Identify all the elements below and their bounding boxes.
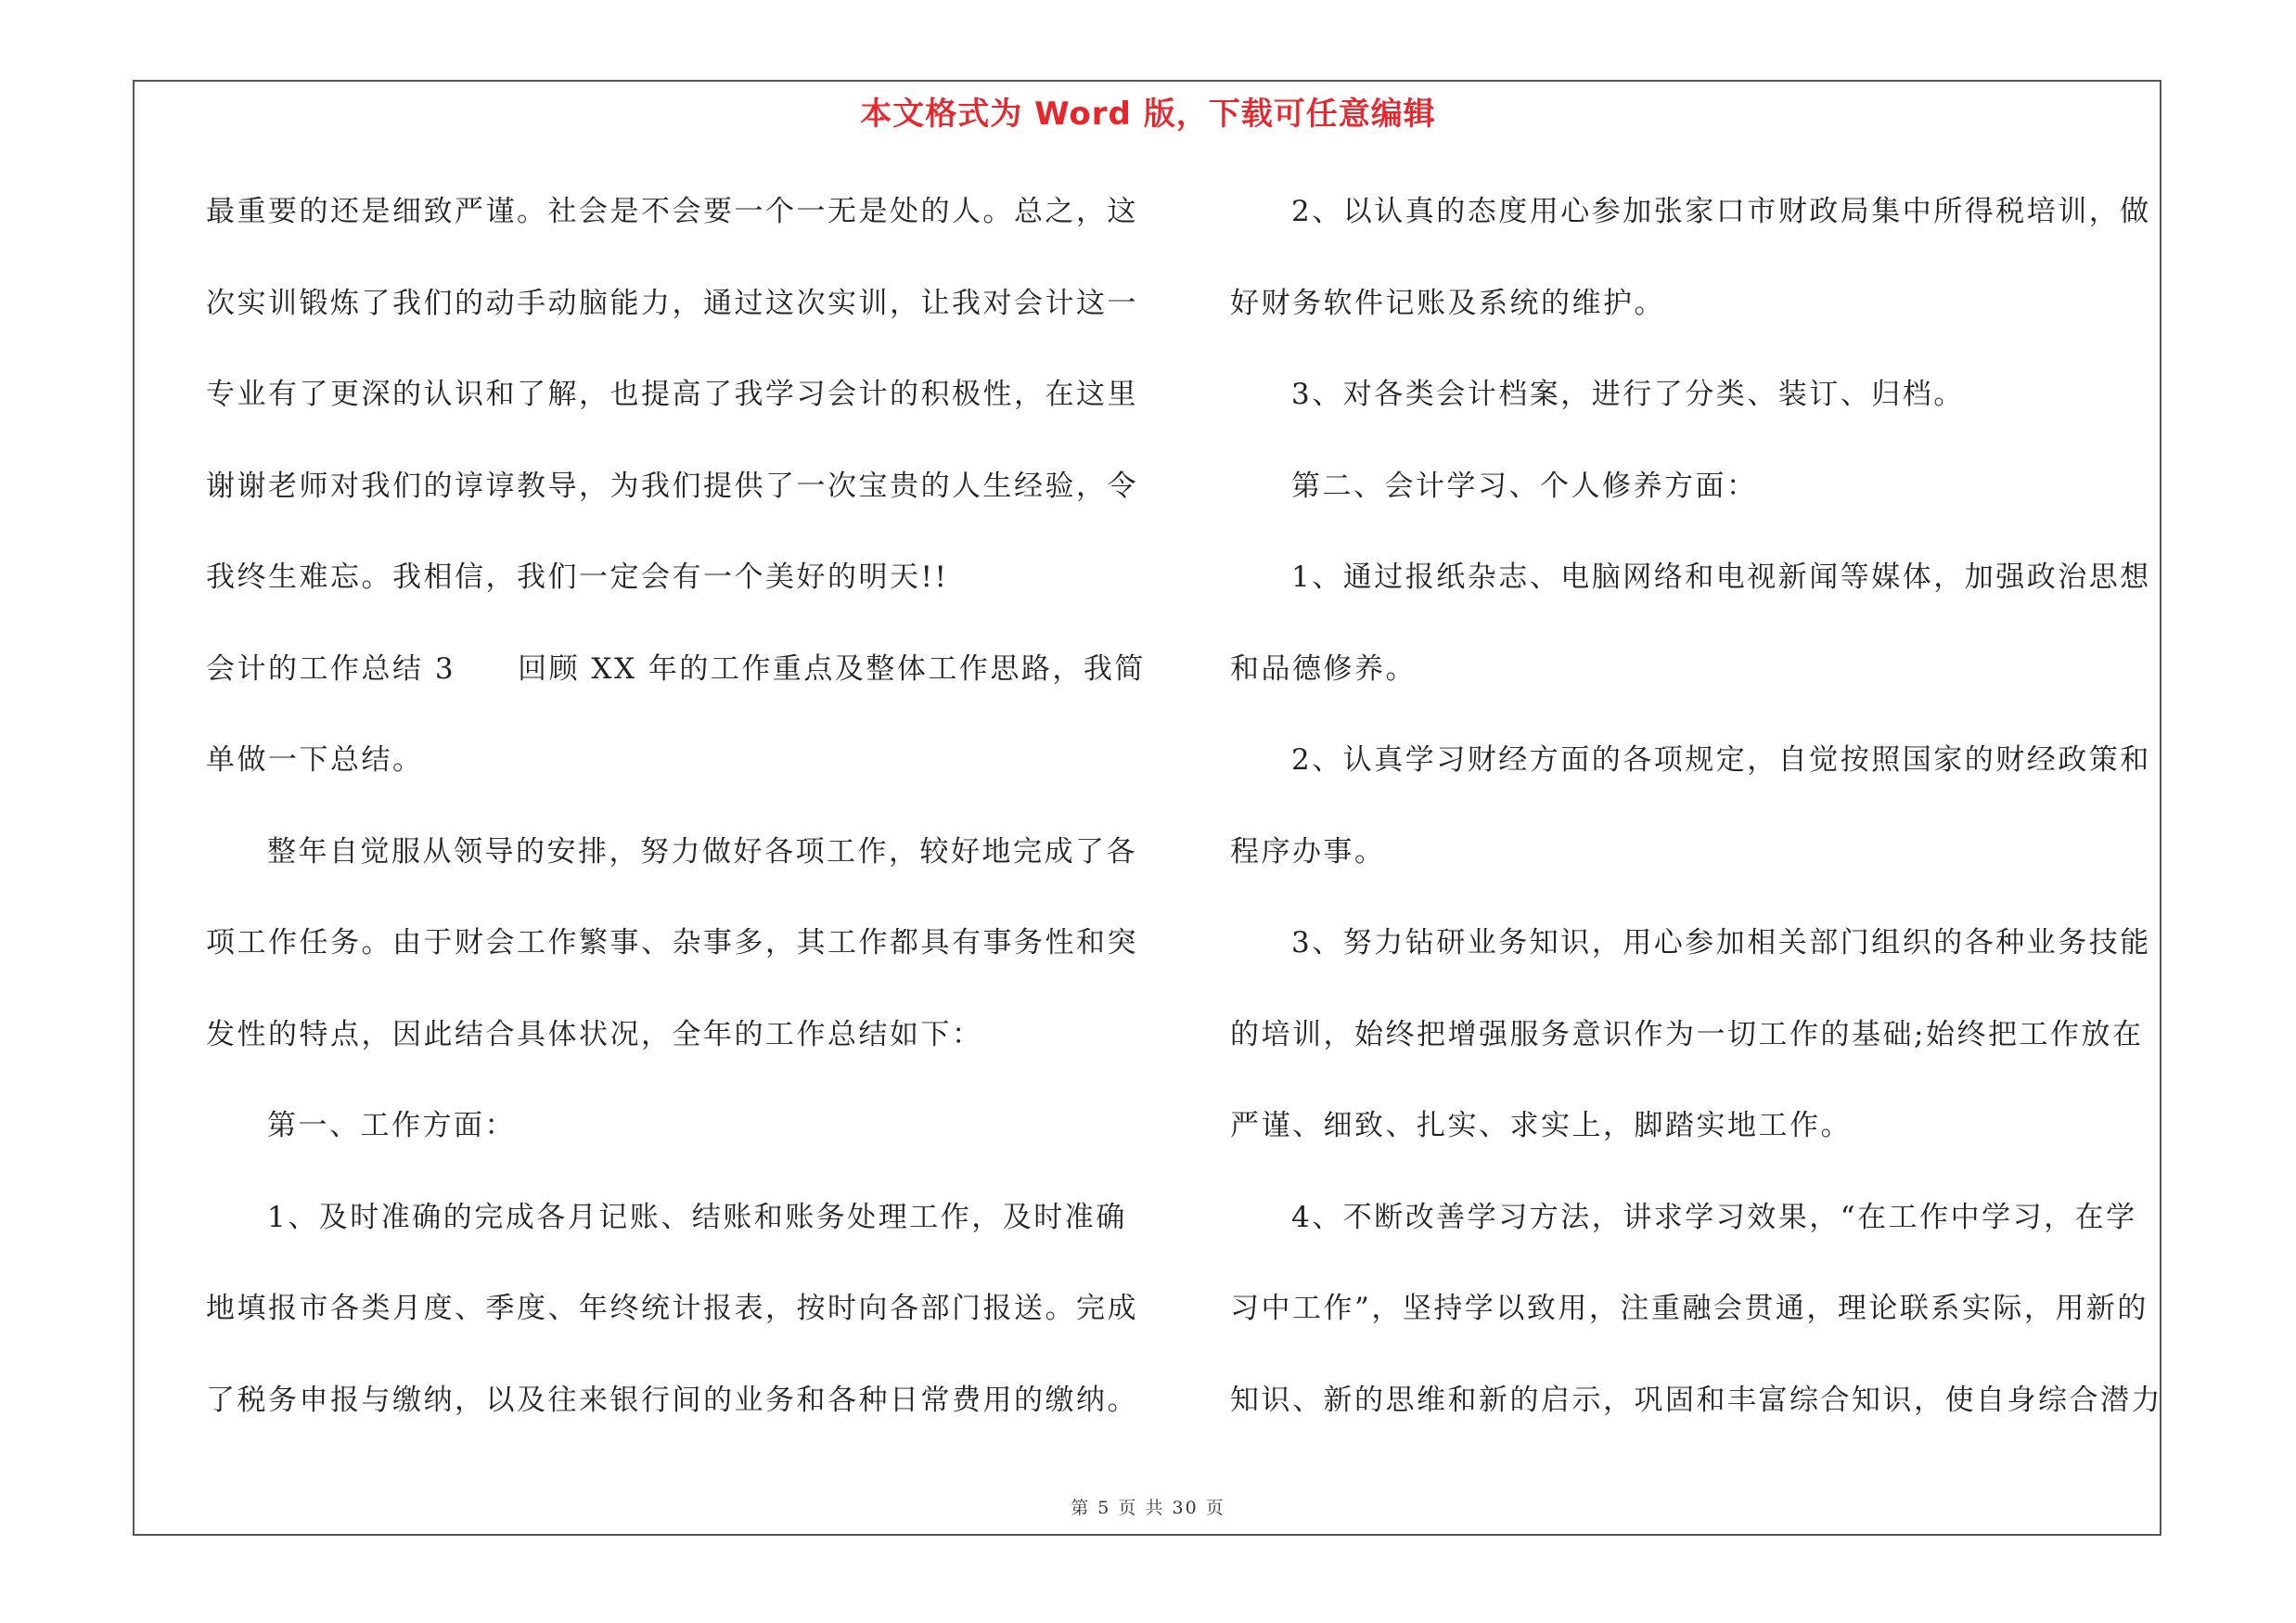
body-line: 最重要的还是细致严谨。社会是不会要一个一无是处的人。总之，这 [206, 195, 1138, 228]
paragraph-start-line: 2、认真学习财经方面的各项规定，自觉按照国家的财经政策和 [1291, 743, 2151, 777]
body-line: 严谨、细致、扎实、求实上，脚踏实地工作。 [1230, 1109, 1852, 1142]
body-line: 谢谢老师对我们的谆谆教导，为我们提供了一次宝贵的人生经验，令 [206, 469, 1138, 503]
body-line: 地填报市各类月度、季度、年终统计报表，按时向各部门报送。完成 [206, 1292, 1138, 1325]
body-line: 发性的特点，因此结合具体状况，全年的工作总结如下： [206, 1017, 983, 1051]
page-number: 第 5 页 共 30 页 [1071, 1498, 1225, 1518]
body-line: 好财务软件记账及系统的维护。 [1230, 286, 1665, 320]
body-line: 程序办事。 [1230, 834, 1386, 869]
right-column [1230, 181, 2162, 1461]
paragraph-start-line: 整年自觉服从领导的安排，努力做好各项工作，较好地完成了各 [267, 834, 1137, 869]
subheading-line: 第二、会计学习、个人修养方面： [1291, 469, 1758, 503]
body-line: 的培训，始终把增强服务意识作为一切工作的基础;始终把工作放在 [1230, 1017, 2144, 1051]
body-line: 了税务申报与缴纳，以及往来银行间的业务和各种日常费用的缴纳。 [206, 1383, 1138, 1417]
paragraph-start-line: 1、及时准确的完成各月记账、结账和账务处理工作，及时准确 [267, 1200, 1127, 1234]
body-line: 项工作任务。由于财会工作繁事、杂事多，其工作都具有事务性和突 [206, 926, 1138, 960]
body-line: 单做一下总结。 [206, 743, 424, 777]
body-line: 我终生难忘。我相信，我们一定会有一个美好的明天!! [206, 560, 949, 594]
section-heading-line: 会计的工作总结 3 回顾 XX 年的工作重点及整体工作思路，我简 [206, 651, 1146, 686]
body-line: 知识、新的思维和新的启示，巩固和丰富综合知识，使自身综合潜力 [1230, 1383, 2162, 1417]
paragraph-start-line: 2、以认真的态度用心参加张家口市财政局集中所得税培训，做 [1291, 195, 2151, 228]
paragraph-start-line: 3、对各类会计档案，进行了分类、装订、归档。 [1291, 378, 1965, 411]
body-line: 习中工作”，坚持学以致用，注重融会贯通，理论联系实际，用新的 [1230, 1292, 2148, 1325]
subheading-line: 第一、工作方面： [267, 1109, 516, 1142]
paragraph-start-line: 3、努力钻研业务知识，用心参加相关部门组织的各种业务技能 [1291, 926, 2151, 960]
word-format-banner: 本文格式为 Word 版，下载可任意编辑 [860, 96, 1436, 133]
body-line: 次实训锻炼了我们的动手动脑能力，通过这次实训，让我对会计这一 [206, 286, 1138, 320]
body-line: 和品德修养。 [1230, 651, 1417, 686]
paragraph-start-line: 4、不断改善学习方法，讲求学习效果，“在工作中学习，在学 [1291, 1200, 2137, 1234]
paragraph-start-line: 1、通过报纸杂志、电脑网络和电视新闻等媒体，加强政治思想 [1291, 560, 2151, 594]
left-column [206, 181, 1146, 1461]
body-line: 专业有了更深的认识和了解，也提高了我学习会计的积极性，在这里 [206, 378, 1138, 411]
